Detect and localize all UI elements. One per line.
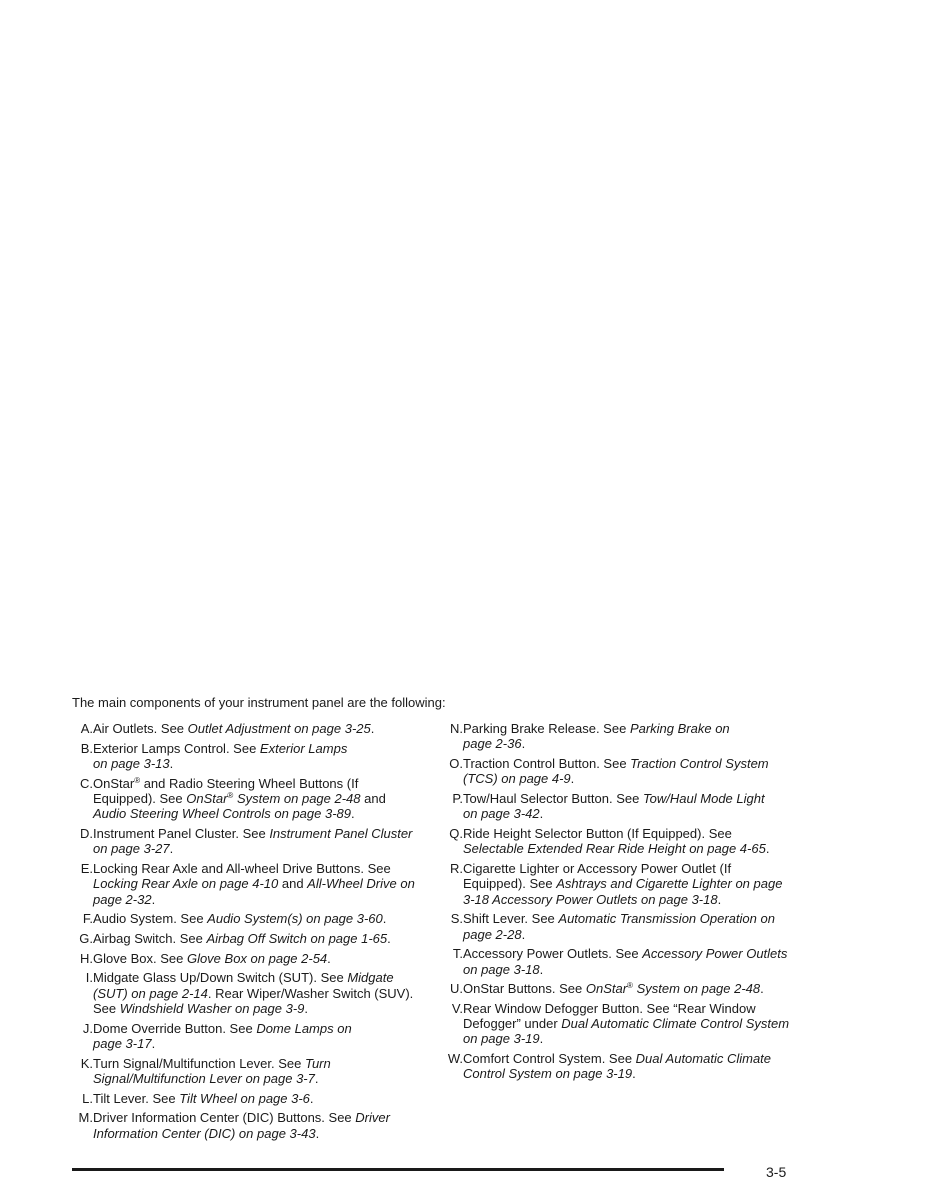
list-item xyxy=(68,776,420,822)
item-letter: H. xyxy=(80,950,93,966)
list-item xyxy=(438,981,794,996)
item-description: Accessory Power Outlets. See Accessory Power Outlets on page 3-18. xyxy=(463,946,788,977)
list-item xyxy=(438,946,794,977)
footer-rule xyxy=(72,1168,724,1171)
page-reference: page 2-36 xyxy=(463,736,522,752)
list-item xyxy=(438,1051,794,1082)
page-reference: Airbag Off Switch on page 1-65 xyxy=(206,930,388,946)
item-description: Rear Window Defogger Button. See “Rear Window Defogger” under Dual Automatic Climate Control System on page 3-19. xyxy=(463,1000,790,1047)
page-reference: System on page 2-48 xyxy=(632,981,761,997)
item-description: Instrument Panel Cluster. See Instrument Panel Cluster on page 3-27. xyxy=(93,825,413,857)
components-list-left xyxy=(68,721,420,1145)
page-number: 3-5 xyxy=(766,1164,787,1180)
page-reference: Exterior Lamps xyxy=(259,740,348,756)
list-item xyxy=(438,791,794,822)
item-description: Traction Control Button. See Traction Control System (TCS) on page 4-9. xyxy=(463,755,769,787)
page-reference: OnStar xyxy=(186,790,228,806)
item-letter: T. xyxy=(452,946,463,962)
item-description: Turn Signal/Multifunction Lever. See Turn Signal/Multifunction Lever on page 3-7. xyxy=(93,1055,331,1086)
page-reference: Accessory Power Outlets on page 3-18 xyxy=(463,946,788,977)
item-description: Midgate Glass Up/Down Switch (SUT). See Midgate (SUT) on page 2-14. Rear Wiper/Washer Switch (SUV). See Windshield Washer on page 3-9. xyxy=(93,970,414,1016)
item-letter: F. xyxy=(82,911,93,927)
page-reference: Selectable Extended Rear Ride Height on page 4-65 xyxy=(463,841,766,857)
page-reference: Audio System(s) on page 3-60 xyxy=(207,911,383,927)
page-reference: OnStar xyxy=(585,981,628,997)
item-description: Locking Rear Axle and All-wheel Drive Buttons. See Locking Rear Axle on page 4-10 and All-Wheel Drive on page 2-32. xyxy=(93,860,415,907)
item-letter: U. xyxy=(450,981,463,997)
list-item xyxy=(68,1056,420,1087)
item-description: Tilt Lever. See Tilt Wheel on page 3-6. xyxy=(93,1090,314,1106)
item-description: Dome Override Button. See Dome Lamps on page 3-17. xyxy=(93,1020,352,1051)
item-description: Shift Lever. See Automatic Transmission Operation on page 2-28. xyxy=(463,911,775,942)
item-letter: B. xyxy=(80,740,93,756)
item-letter: S. xyxy=(450,911,463,927)
item-letter: D. xyxy=(80,825,93,841)
page-reference: Instrument Panel Cluster on page 3-27 xyxy=(93,825,413,857)
page-reference: Driver Information Center (DIC) on page 3-43 xyxy=(93,1110,390,1141)
page-reference: Locking Rear Axle on page 4-10 xyxy=(93,876,279,892)
list-item xyxy=(438,826,794,857)
item-description: Airbag Switch. See Airbag Off Switch on page 1-65. xyxy=(93,930,391,946)
page-reference: on page 3-13 xyxy=(93,755,170,771)
item-letter: J. xyxy=(82,1020,93,1036)
item-description: Driver Information Center (DIC) Buttons. See Driver Information Center (DIC) on page 3-43. xyxy=(93,1110,390,1141)
item-description: Audio System. See Audio System(s) on page 3-60. xyxy=(93,911,387,927)
page-reference: Dual Automatic Climate Control System on page 3-19 xyxy=(463,1051,772,1082)
list-item xyxy=(438,721,794,752)
item-description: Tow/Haul Selector Button. See Tow/Haul Mode Light on page 3-42. xyxy=(463,790,765,822)
page-reference: Tilt Wheel on page 3-6 xyxy=(179,1090,310,1106)
page-reference: Ashtrays and Cigarette Lighter on page 3-18 Accessory Power Outlets on page 3-18 xyxy=(463,876,783,907)
item-letter: E. xyxy=(80,860,93,876)
page-reference: All-Wheel Drive on page 2-32 xyxy=(93,876,415,907)
item-letter: L. xyxy=(82,1090,93,1106)
item-letter: W. xyxy=(447,1051,463,1067)
item-description: Cigarette Lighter or Accessory Power Outlet (If Equipped). See Ashtrays and Cigarette Lighter on page 3-18 Accessory Power Outlets on page 3-18. xyxy=(463,860,783,907)
item-letter: A. xyxy=(80,721,93,736)
item-description: OnStar® and Radio Steering Wheel Buttons (If Equipped). See OnStar® System on page 2-48 and Audio Steering Wheel Controls on page 3-89. xyxy=(93,775,386,822)
list-item xyxy=(438,861,794,907)
page-reference: Dome Lamps on xyxy=(256,1020,352,1036)
item-description: Exterior Lamps Control. See Exterior Lamps on page 3-13. xyxy=(93,740,348,771)
list-item xyxy=(68,826,420,857)
item-description: OnStar Buttons. See OnStar® System on page 2-48. xyxy=(463,981,764,997)
item-letter: N. xyxy=(450,721,463,736)
item-letter: C. xyxy=(80,775,93,791)
page-reference: Tow/Haul Mode Light xyxy=(642,790,765,806)
list-item xyxy=(438,756,794,787)
page-reference: Audio Steering Wheel Controls on page 3-89 xyxy=(93,806,351,822)
page-reference: Midgate (SUT) on page 2-14 xyxy=(93,970,394,1001)
list-item xyxy=(68,1091,420,1106)
list-item xyxy=(68,911,420,926)
list-item xyxy=(438,911,794,942)
list-item xyxy=(68,931,420,946)
page-reference: Outlet Adjustment on page 3-25 xyxy=(187,721,371,736)
item-description: Ride Height Selector Button (If Equipped). See Selectable Extended Rear Ride Height on page 4-65. xyxy=(463,825,770,857)
page-reference: Parking Brake on xyxy=(629,721,730,736)
item-letter: I. xyxy=(85,970,93,986)
page-reference: on page 3-42 xyxy=(463,806,540,822)
page-reference: Windshield Washer on page 3-9 xyxy=(119,1000,305,1016)
item-letter: M. xyxy=(78,1110,93,1126)
item-letter: R. xyxy=(450,860,463,876)
list-item xyxy=(438,1001,794,1047)
item-description: Air Outlets. See Outlet Adjustment on page 3-25. xyxy=(93,721,375,736)
item-letter: Q. xyxy=(449,825,463,841)
page-reference: Traction Control System (TCS) on page 4-9 xyxy=(463,755,769,787)
list-item xyxy=(68,970,420,1016)
page-reference: page 3-17 xyxy=(93,1035,152,1051)
list-item xyxy=(68,861,420,907)
page-reference: Dual Automatic Climate Control System on page 3-19 xyxy=(463,1016,790,1047)
item-letter: V. xyxy=(451,1000,463,1016)
components-list-right xyxy=(438,721,794,1086)
page-reference: System on page 2-48 xyxy=(233,790,361,806)
item-letter: O. xyxy=(449,755,463,771)
list-item xyxy=(68,741,420,772)
list-item xyxy=(68,951,420,966)
page-reference: Glove Box on page 2-54 xyxy=(186,950,328,966)
intro-paragraph: The main components of your instrument panel are the following: xyxy=(72,695,446,710)
item-letter: K. xyxy=(80,1055,93,1071)
list-item xyxy=(68,721,420,736)
item-letter: P. xyxy=(452,790,463,806)
item-description: Comfort Control System. See Dual Automatic Climate Control System on page 3-19. xyxy=(463,1051,772,1082)
list-item xyxy=(68,1110,420,1141)
page-reference: Turn Signal/Multifunction Lever on page 3-7 xyxy=(93,1055,331,1086)
item-description: Glove Box. See Glove Box on page 2-54. xyxy=(93,950,331,966)
page-reference: Automatic Transmission Operation on page 2-28 xyxy=(463,911,775,942)
list-item xyxy=(68,1021,420,1052)
item-description: Parking Brake Release. See Parking Brake on page 2-36. xyxy=(463,721,730,752)
item-letter: G. xyxy=(79,930,93,946)
